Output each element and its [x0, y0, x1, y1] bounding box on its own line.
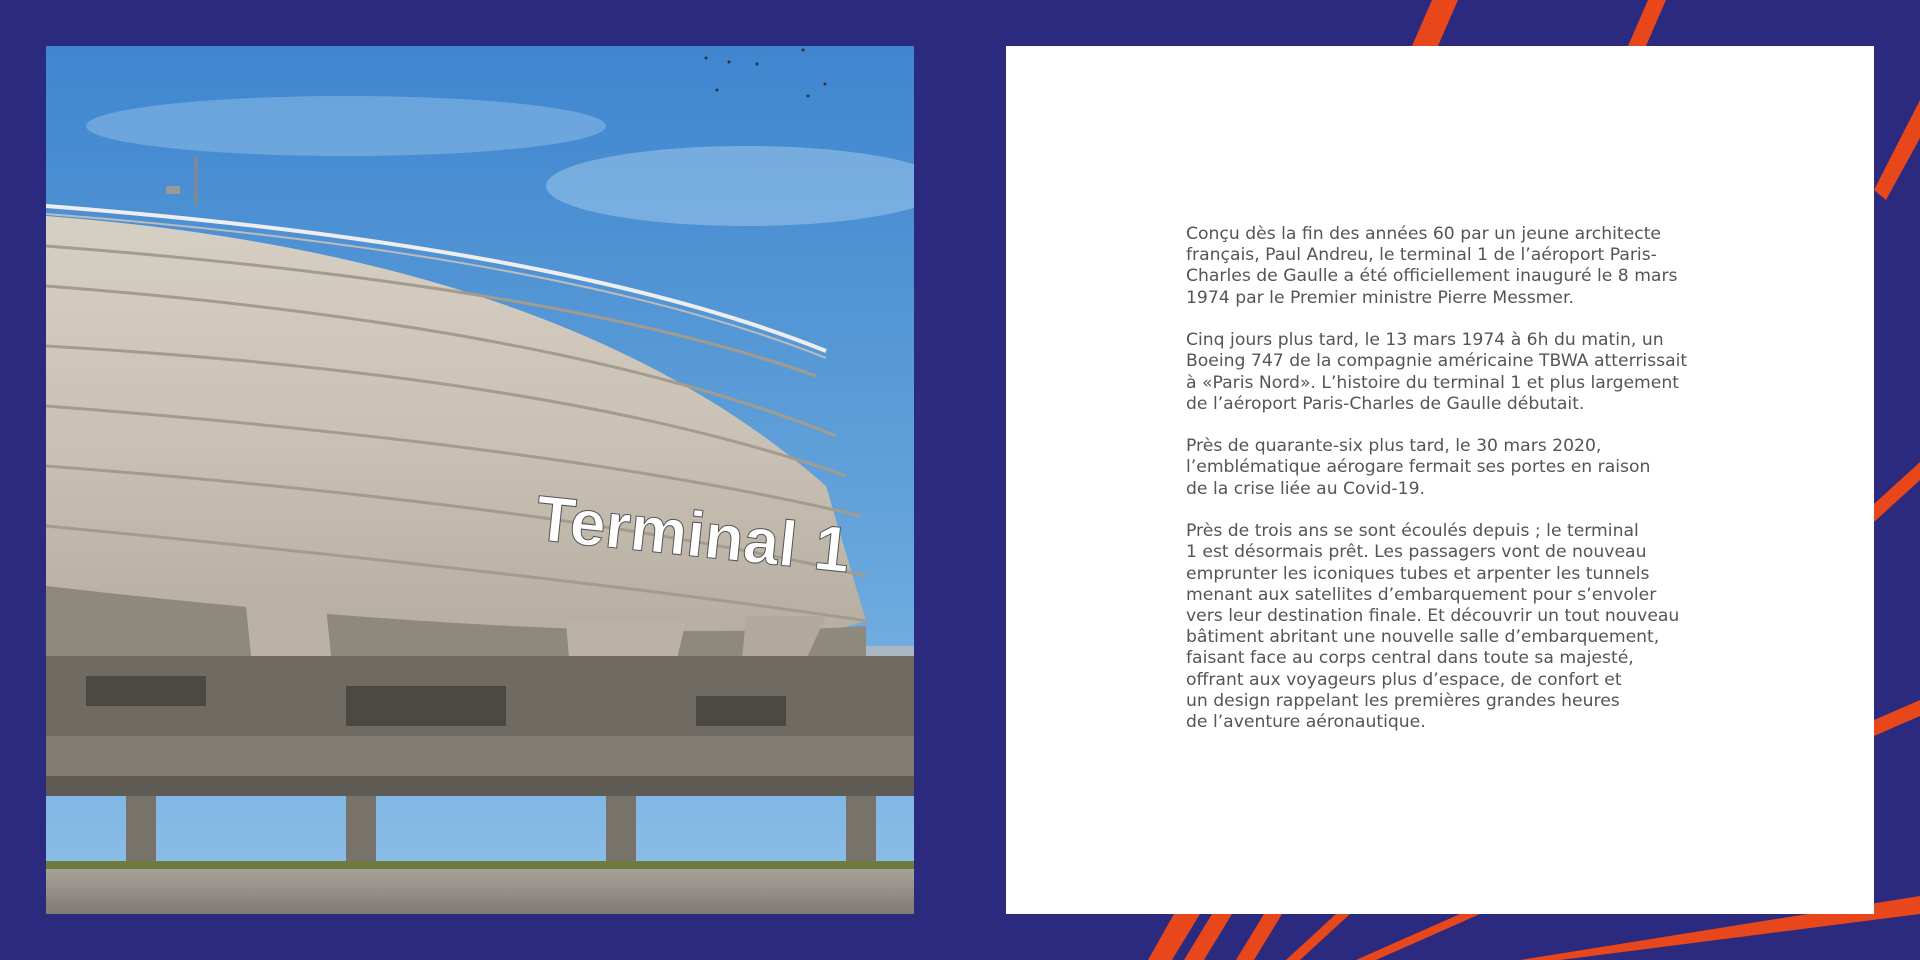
text-card	[1006, 46, 1874, 914]
article-text	[1186, 224, 1746, 754]
paragraph-3: Près de quarante-six plus tard, le 30 mars 2020, l’emblématique aérogare fermait ses portes en raison de la crise liée au Covid-19.	[1186, 436, 1651, 499]
paragraph-1: Conçu dès la fin des années 60 par un jeune architecte français, Paul Andreu, le terminal 1 de l’aéroport Paris- Charles de Gaulle a été officiellement inauguré le 8 mars 1974 par le Premier ministre Pierre Messmer.	[1186, 224, 1678, 308]
terminal-1-photo	[46, 46, 914, 914]
terminal-sign: Terminal 1	[532, 481, 854, 587]
right-page	[960, 0, 1920, 960]
paragraph-4: Près de trois ans se sont écoulés depuis ; le terminal 1 est désormais prêt. Les passagers vont de nouveau emprunter les iconiques tubes et arpenter les tunnels menant aux satellites d’embarquement pour s’envoler vers leur destination finale. Et découvrir un tout nouveau bâtiment abritant une nouvelle salle d’embarquement, faisant face au corps central dans toute sa majesté, offrant aux voyageurs plus d’espace, de confort et un design rappelant les premières grandes heures de l’aventure aéronautique.	[1186, 521, 1680, 732]
paragraph-2: Cinq jours plus tard, le 13 mars 1974 à 6h du matin, un Boeing 747 de la compagnie américaine TBWA atterrissait à «Paris Nord». L’histoire du terminal 1 et plus largement de l’aéroport Paris-Charles de Gaulle débutait.	[1186, 330, 1688, 414]
